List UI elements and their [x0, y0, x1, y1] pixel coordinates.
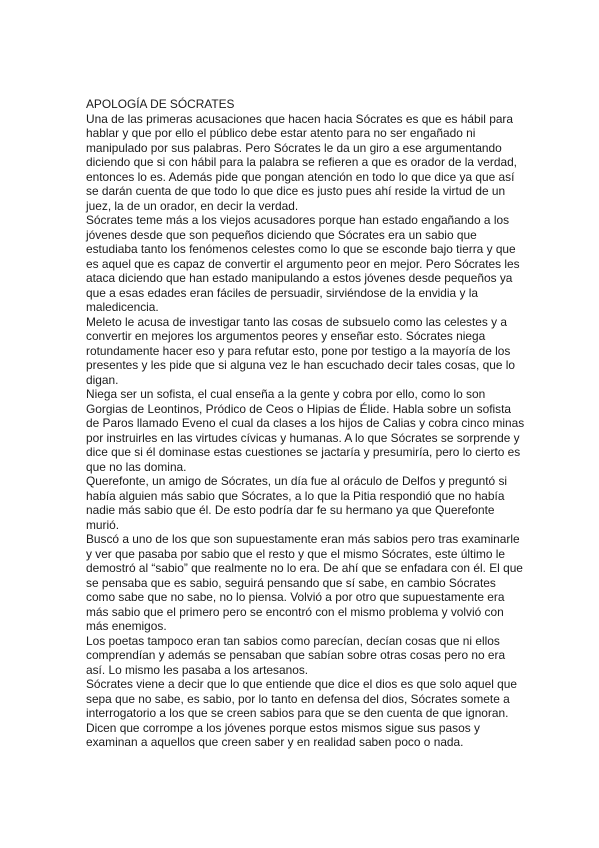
- paragraph: Buscó a uno de los que son supuestamente eran más sabios pero tras examinarle y ver que pasaba por sabio que el resto y que el mismo Sócrates, este último le demostró al “sabio” que realmente no lo era. De ahí que se enfadara con él. El que se pensaba que es sabio, seguirá pensando que sí sabe, en cambio Sócrates como sabe que no sabe, no lo piensa. Volvió a por otro que supuestamente era más sabio que el primero pero se encontró con el mismo problema y volvió con más enemigos.: [86, 532, 523, 633]
- document-title: APOLOGÍA DE SÓCRATES: [86, 97, 235, 111]
- document-body: [86, 97, 526, 750]
- paragraph: Niega ser un sofista, el cual enseña a la gente y cobra por ello, como lo son Gorgias de Leontinos, Pródico de Ceos o Hipias de Élide. Habla sobre un sofista de Paros llamado Eveno el cual da clases a los hijos de Calias y cobra cinco minas por instruirles en las virtudes cívicas y humanas. A lo que Sócrates se sorprende y dice que si él dominase estas cuestiones se jactaría y presumiría, pero lo cierto es que no las domina.: [86, 387, 525, 474]
- paragraph: Sócrates teme más a los viejos acusadores porque han estado engañando a los jóvenes desde que son pequeños diciendo que Sócrates era un sabio que estudiaba tanto los fenómenos celestes como lo que se esconde bajo tierra y que es aquel que es capaz de convertir el argumento peor en mejor. Pero Sócrates les ataca diciendo que han estado manipulando a estos jóvenes desde pequeños ya que a esas edades eran fáciles de persuadir, sirviéndose de la envidia y la maledicencia.: [86, 213, 520, 314]
- paragraph: Querefonte, un amigo de Sócrates, un día fue al oráculo de Delfos y preguntó si había alguien más sabio que Sócrates, a lo que la Pitia respondió que no había nadie más sabio que él. De esto podría dar fe su hermano ya que Querefonte murió.: [86, 474, 508, 532]
- paragraph: Una de las primeras acusaciones que hacen hacia Sócrates es que es hábil para hablar y que por ello el público debe estar atento para no ser engañado ni manipulado por sus palabras. Pero Sócrates le da un giro a ese argumentando diciendo que si con hábil para la palabra se refieren a que es orador de la verdad, entonces lo es. Además pide que pongan atención en todo lo que dice ya que así se darán cuenta de que todo lo que dice es justo pues ahí reside la virtud de un juez, la de un orador, en decir la verdad.: [86, 111, 517, 213]
- paragraph: Meleto le acusa de investigar tanto las cosas de subsuelo como las celestes y a convertir en mejores los argumentos peores y enseñar esto. Sócrates niega rotundamente hacer eso y para refutar esto, pone por testigo a la mayoría de los presentes y les pide que si alguna vez le han escuchado decir tales cosas, que lo digan.: [86, 314, 515, 387]
- paragraph: Los poetas tampoco eran tan sabios como parecían, decían cosas que ni ellos comprendían y además se pensaban que sabían sobre otras cosas pero no era así. Lo mismo les pasaba a los artesanos.: [86, 633, 506, 677]
- paragraph: Dicen que corrompe a los jóvenes porque estos mismos sigue sus pasos y examinan a aquellos que creen saber y en realidad saben poco o nada.: [86, 720, 480, 749]
- paragraph: Sócrates viene a decir que lo que entiende que dice el dios es que solo aquel que sepa que no sabe, es sabio, por lo tanto en defensa del dios, Sócrates somete a interrogatorio a los que se creen sabios para que se den cuenta de que ignoran.: [86, 677, 518, 720]
